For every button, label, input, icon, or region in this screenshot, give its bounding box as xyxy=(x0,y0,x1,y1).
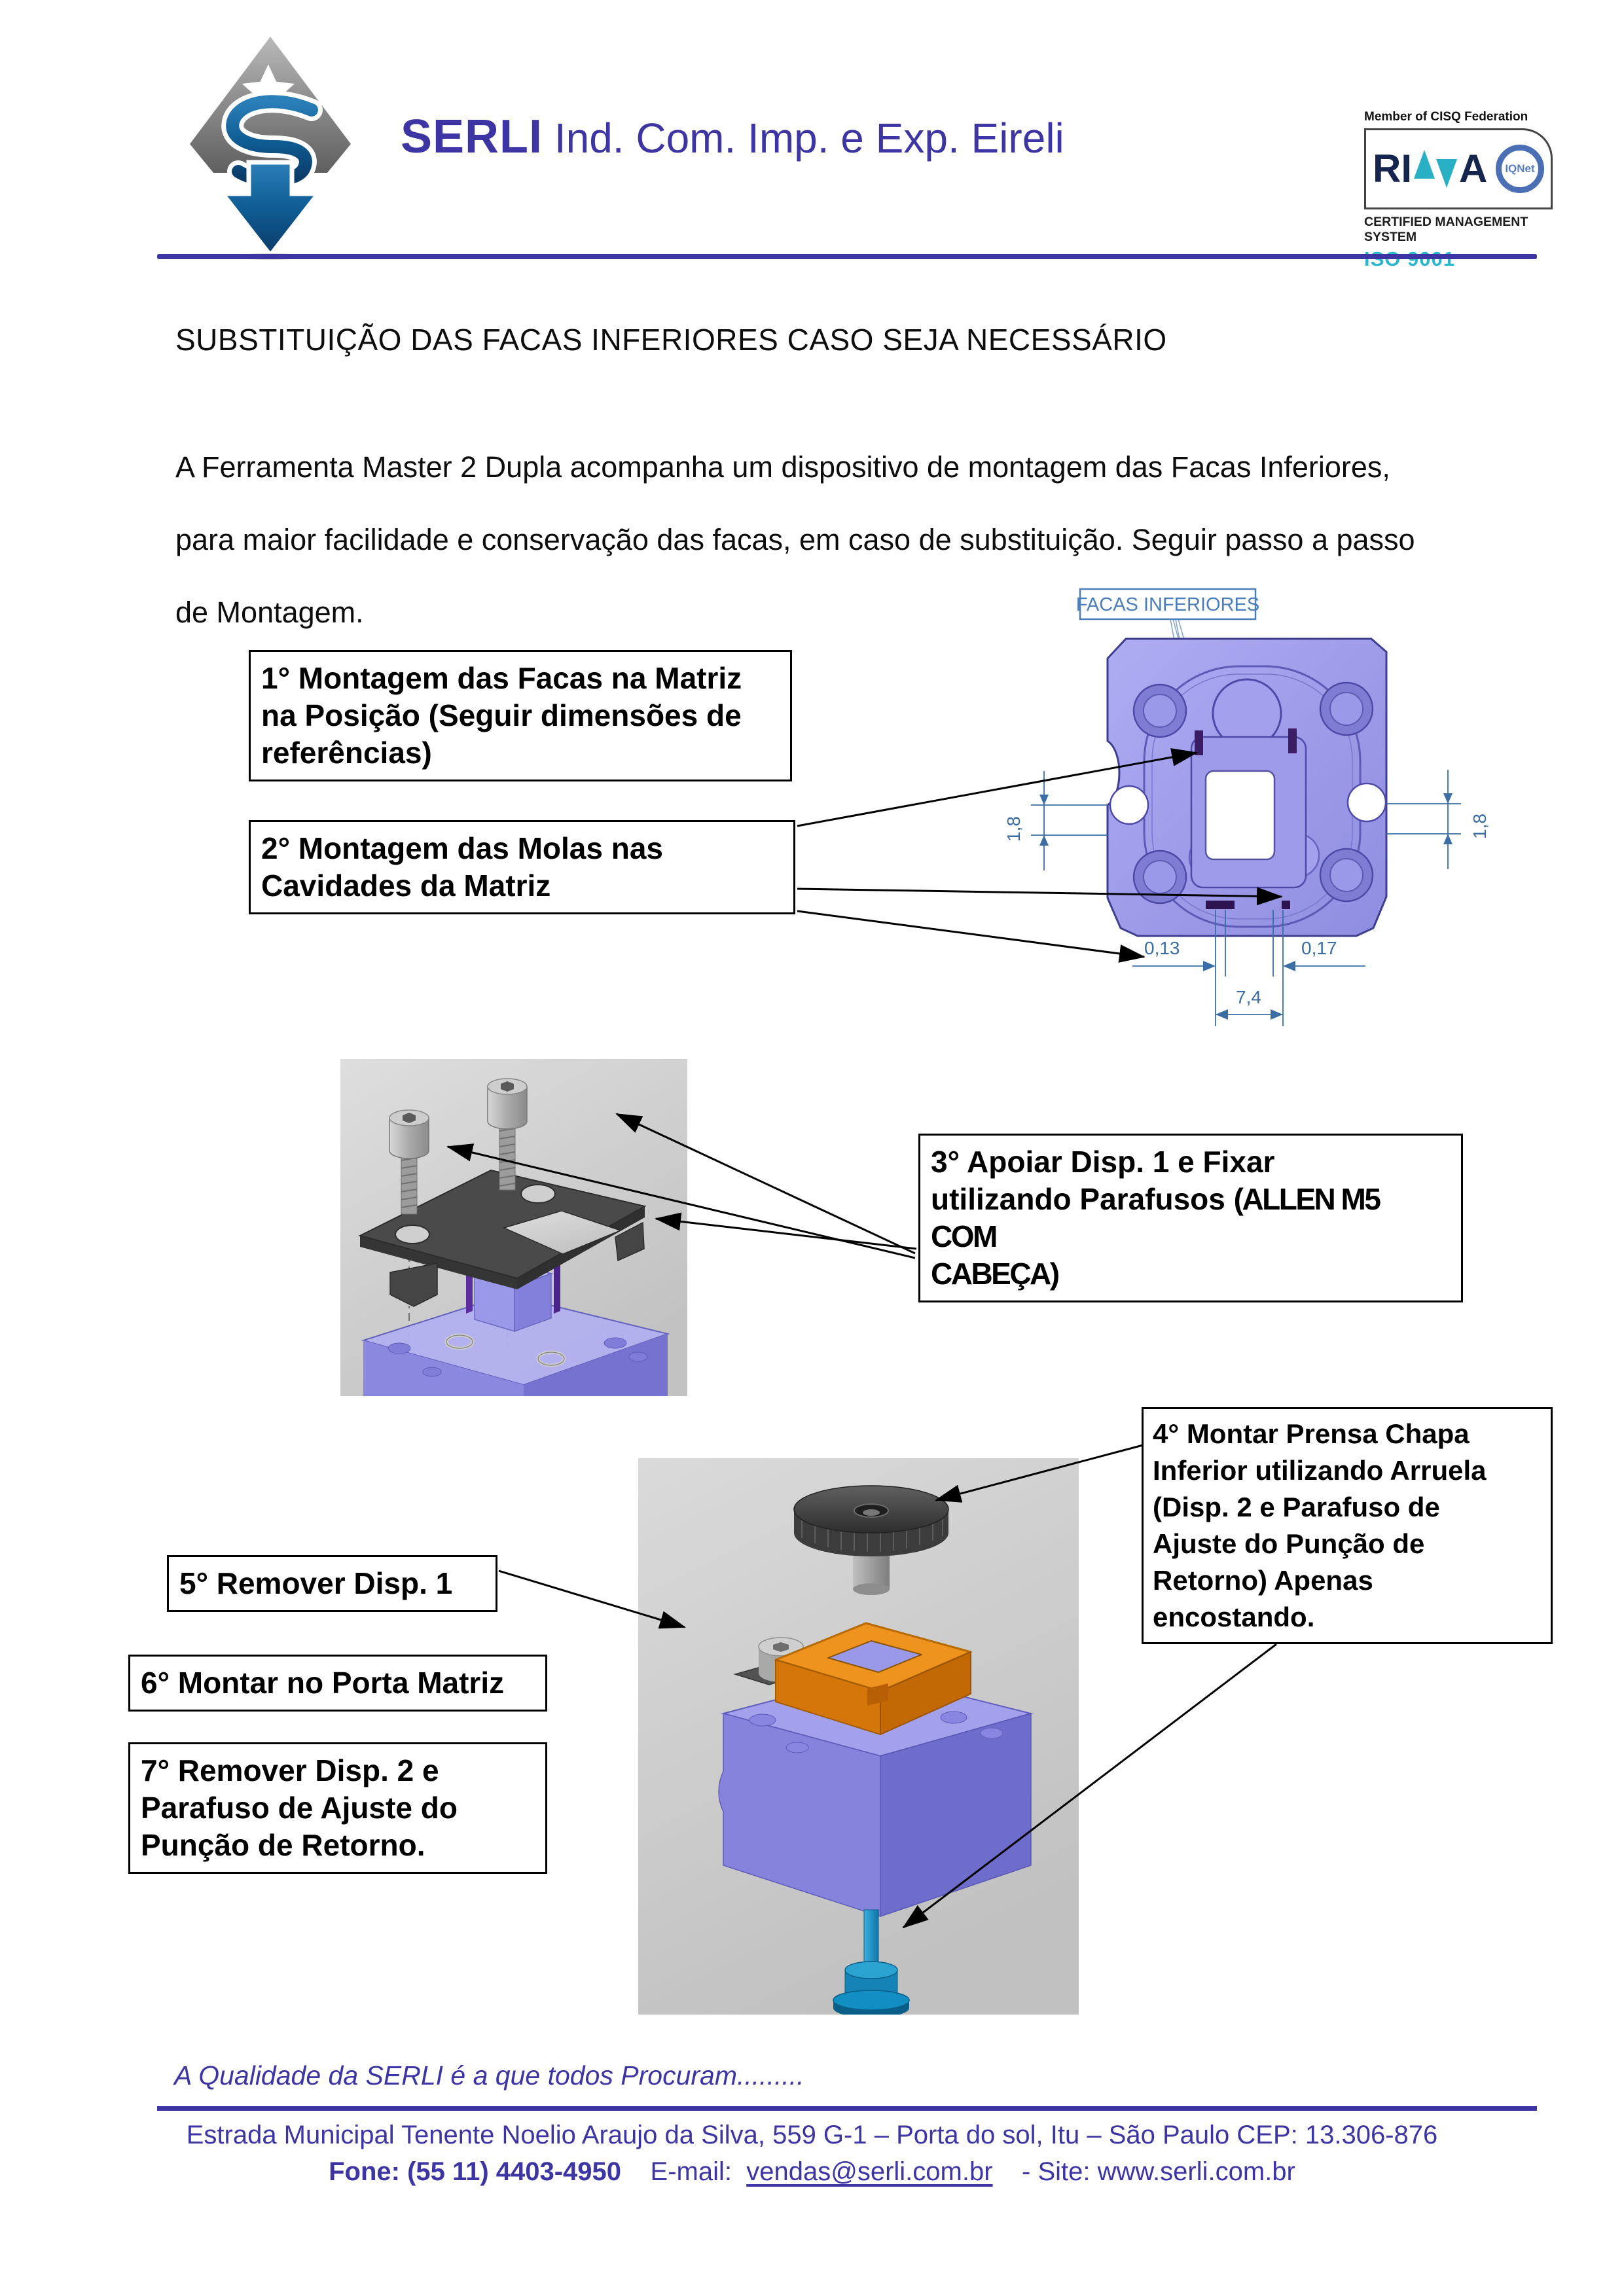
iqnet-seal-icon: IQNet xyxy=(1496,145,1544,193)
step-6-box: 6° Montar no Porta Matriz xyxy=(128,1655,547,1712)
header-divider xyxy=(157,254,1537,259)
rina-diamond-down-icon xyxy=(1436,159,1457,188)
facas-label: FACAS INFERIORES xyxy=(1075,594,1260,615)
knife-blade xyxy=(1206,901,1235,909)
brand-suffix: Ind. Com. Imp. e Exp. Eireli xyxy=(543,115,1064,162)
email-label: E-mail: xyxy=(650,2157,732,2186)
footer-address: Estrada Municipal Tenente Noelio Araujo da Silva, 559 G-1 – Porta do sol, Itu – São Paulo CEP: 13.306-876 xyxy=(186,2121,1438,2149)
knife-blade xyxy=(1288,728,1297,753)
serli-logo xyxy=(175,34,365,260)
brand-name: SERLI xyxy=(401,111,543,163)
step-3-box: 3° Apoiar Disp. 1 e Fixar utilizando Parafusos (ALLEN M5 COM CABEÇA) xyxy=(918,1134,1463,1302)
side-hole xyxy=(1348,783,1386,821)
page-title: SUBSTITUIÇÃO DAS FACAS INFERIORES CASO SEJA NECESSÁRIO xyxy=(175,323,1167,357)
footer-contacts xyxy=(0,2157,1624,2187)
rina-logo-box xyxy=(1364,128,1553,209)
disp1-assembly-figure xyxy=(340,1059,687,1396)
dim-right: 1,8 xyxy=(1470,814,1490,839)
dim-c: 7,4 xyxy=(1236,987,1261,1007)
quality-slogan: A Qualidade da SERLI é a que todos Procuram......... xyxy=(174,2060,804,2090)
press-assembly-figure xyxy=(638,1458,1079,2015)
footer-divider xyxy=(157,2106,1537,2111)
iso-certification-badge xyxy=(1364,110,1555,271)
step-7-box: 7° Remover Disp. 2 e Parafuso de Ajuste do Punção de Retorno. xyxy=(128,1742,547,1874)
phone-number: Fone: (55 11) 4403-4950 xyxy=(329,2157,622,2186)
bracket-hole xyxy=(395,1225,429,1244)
dim-left: 1,8 xyxy=(1003,816,1024,842)
knife-blade xyxy=(1282,901,1290,909)
intro-line: de Montagem. xyxy=(175,596,364,629)
email-link[interactable]: vendas@serli.com.br xyxy=(746,2157,993,2186)
matrix-technical-drawing xyxy=(995,575,1492,1039)
knife-blade xyxy=(1195,730,1203,755)
intro-line: A Ferramenta Master 2 Dupla acompanha um dispositivo de montagem das Facas Inferiores, xyxy=(175,450,1390,484)
rina-diamond-up-icon xyxy=(1414,150,1435,179)
dim-b: 0,17 xyxy=(1301,938,1337,958)
bracket-hole xyxy=(521,1185,555,1203)
step-4-box: 4° Montar Prensa Chapa Inferior utilizando Arruela (Disp. 2 e Parafuso de Ajuste do Punção de Retorno) Apenas encostando. xyxy=(1142,1407,1553,1644)
arrow-step3-bracket xyxy=(656,1219,916,1249)
brand-title xyxy=(401,110,1064,164)
certified-management-label: CERTIFIED MANAGEMENT SYSTEM xyxy=(1364,215,1528,244)
iso-9001-label xyxy=(1364,247,1555,271)
cisq-member-label: Member of CISQ Federation xyxy=(1364,110,1528,124)
dim-a: 0,13 xyxy=(1144,938,1180,958)
step-2-box: 2° Montagem das Molas nas Cavidades da Matriz xyxy=(249,820,795,914)
center-window xyxy=(1206,771,1274,859)
intro-line: para maior facilidade e conservação das facas, em caso de substituição. Seguir passo a passo xyxy=(175,523,1415,556)
side-hole xyxy=(1110,786,1148,824)
rina-wordmark: RI A xyxy=(1373,147,1488,190)
step-5-box: 5° Remover Disp. 1 xyxy=(167,1555,497,1612)
step-1-box: 1° Montagem das Facas na Matriz na Posição (Seguir dimensões de referências) xyxy=(249,650,792,781)
site-link: - Site: www.serli.com.br xyxy=(1022,2157,1295,2186)
